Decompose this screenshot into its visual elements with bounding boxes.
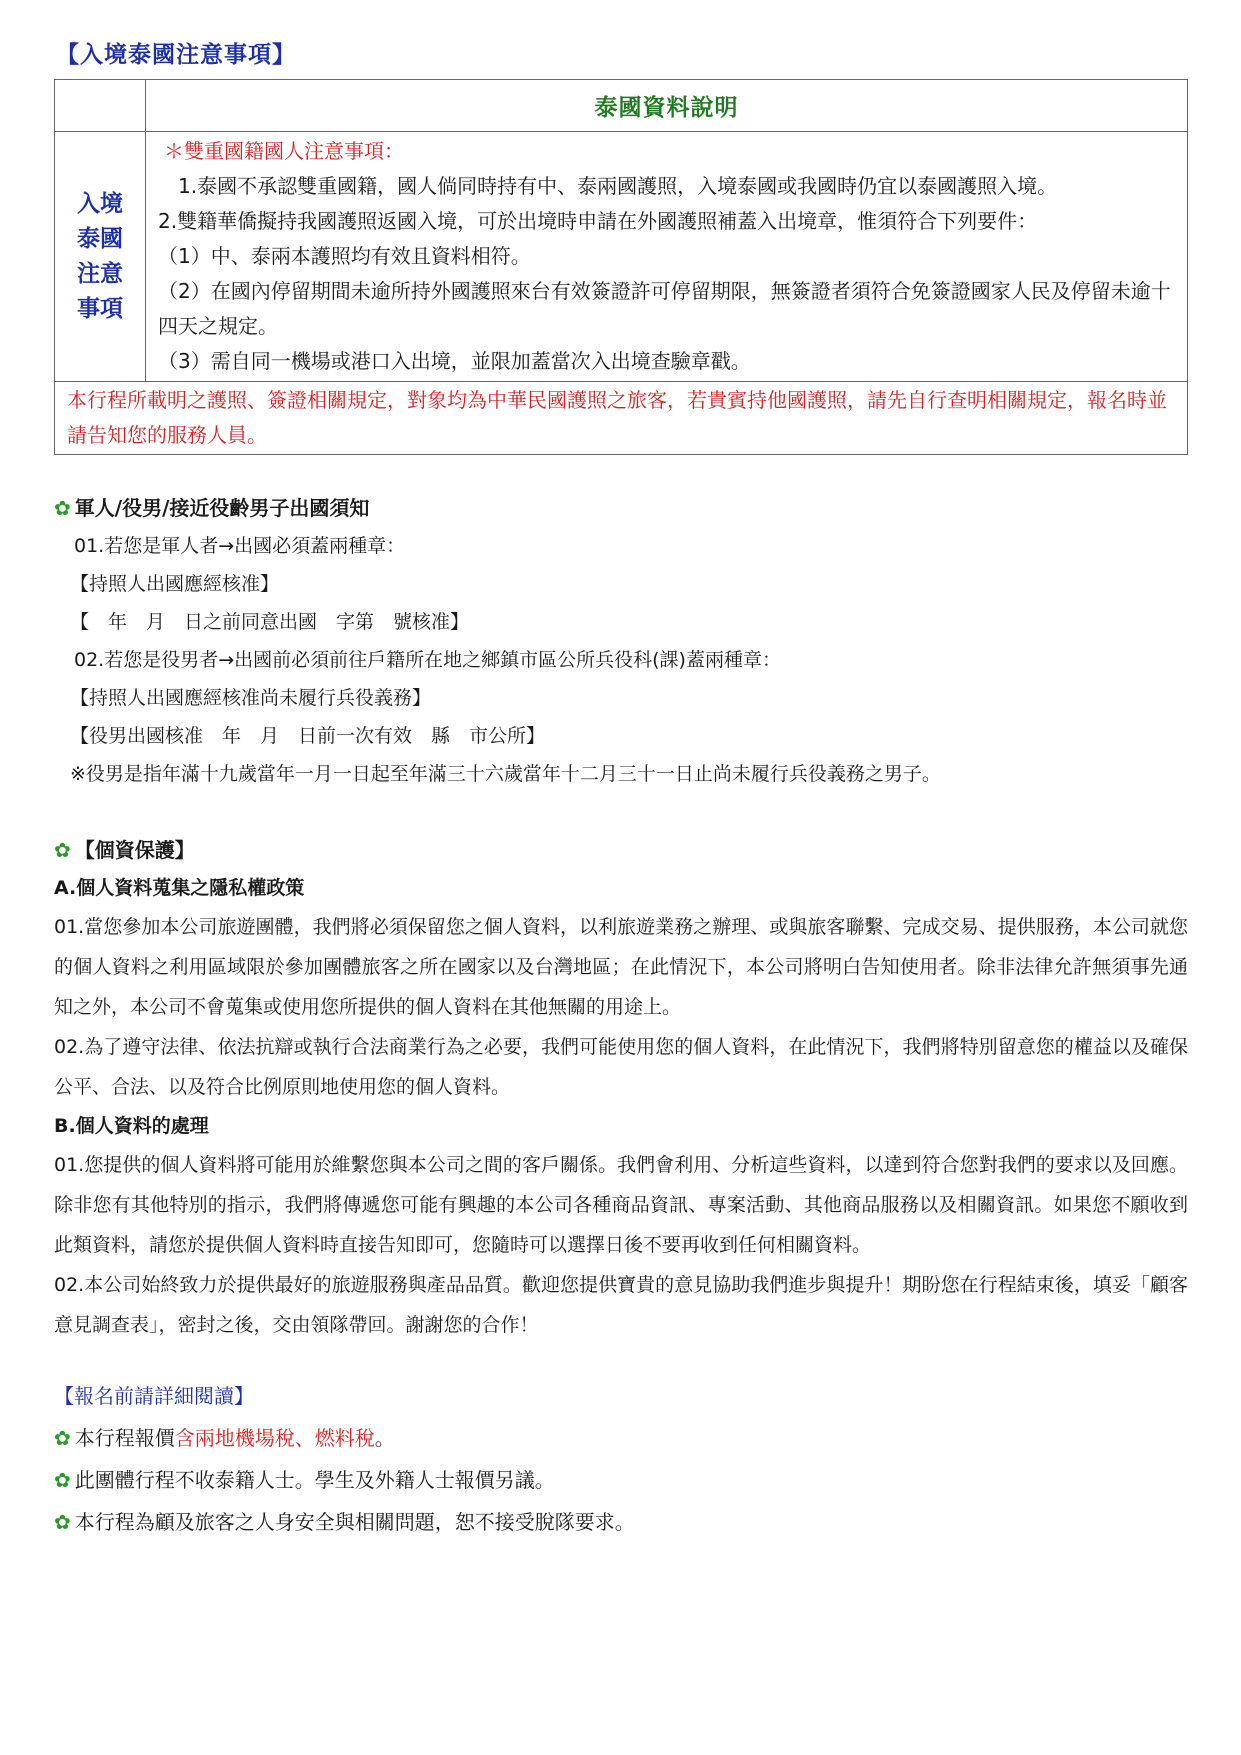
thailand-info-table [54, 79, 1188, 455]
military-heading-text: 軍人/役男/接近役齡男子出國須知 [74, 496, 370, 520]
item-text: 此團體行程不收泰籍人士。學生及外籍人士報價另議。 [74, 1468, 555, 1492]
table-content [146, 132, 1188, 382]
flower-icon: ✿ [54, 1510, 71, 1534]
flower-icon: ✿ [54, 1468, 71, 1492]
military-line: 【持照人出國應經核准】 [70, 573, 280, 595]
page-title: 【入境泰國注意事項】 [56, 42, 296, 68]
read-before-section [54, 1375, 1188, 1543]
privacy-a-heading: A.個人資料蒐集之隱私權政策 [54, 877, 305, 899]
privacy-paragraph: 01.您提供的個人資料將可能用於維繫您與本公司之間的客戶關係。我們會利用、分析這些資料，以達到符合您對我們的要求以及回應。除非您有其他特別的指示，我們將傳遞您可能有興趣的本公司各種商品資訊、專案活動、其他商品服務以及相關資訊。如果您不願收到此類資料，請您於提供個人資料時直接告知即可，您隨時可以選擇日後不要再收到任何相關資料。 [54, 1154, 1188, 1256]
privacy-paragraph: 01.當您參加本公司旅遊團體，我們將必須保留您之個人資料，以利旅遊業務之辦理、或與旅客聯繫、完成交易、提供服務，本公司就您的個人資料之利用區域限於參加團體旅客之所在國家以及台灣地區；在此情況下，本公司將明白告知使用者。除非法律允許無須事先通知之外，本公司不會蒐集或使用您所提供的個人資料在其他無關的用途上。 [54, 916, 1188, 1018]
privacy-paragraph: 02.為了遵守法律、依法抗辯或執行合法商業行為之必要，我們可能使用您的個人資料，在此情況下，我們將特別留意您的權益以及確保公平、合法、以及符合比例原則地使用您的個人資料。 [54, 1036, 1188, 1098]
read-before-item [54, 1417, 1188, 1459]
military-heading [54, 489, 1188, 527]
content-line: 1.泰國不承認雙重國籍，國人倘同時持有中、泰兩國護照，入境泰國或我國時仍宜以泰國護照入境。 [158, 174, 1058, 198]
content-line: 2.雙籍華僑擬持我國護照返國入境，可於出境時申請在外國護照補蓋入出境章，惟須符合下列要件： [158, 209, 1038, 233]
side-label-line: 事項 [77, 295, 123, 322]
side-label-line: 注意 [77, 260, 123, 287]
side-label-line: 泰國 [77, 225, 123, 252]
item-text: 本行程報價 [74, 1426, 175, 1450]
read-before-item [54, 1501, 1188, 1543]
privacy-heading [54, 831, 1188, 869]
content-line: （1）中、泰兩本護照均有效且資料相符。 [158, 244, 531, 268]
military-line: 01.若您是軍人者→出國必須蓋兩種章： [74, 535, 406, 557]
table-corner-cell [55, 80, 146, 132]
flower-icon: ✿ [54, 1426, 71, 1450]
content-line: （2）在國內停留期間未逾所持外國護照來台有效簽證許可停留期限，無簽證者須符合免簽證國家人民及停留未逾十四天之規定。 [158, 279, 1171, 338]
privacy-paragraph: 02.本公司始終致力於提供最好的旅遊服務與產品品質。歡迎您提供寶貴的意見協助我們進步與提升！期盼您在行程結束後，填妥「顧客意見調查表」，密封之後，交由領隊帶回。謝謝您的合作！ [54, 1274, 1188, 1336]
military-line: 【 年 月 日之前同意出國 字第 號核准】 [70, 611, 470, 633]
privacy-heading-text: 【個資保護】 [74, 838, 195, 862]
content-line: （3）需自同一機場或港口入出境，並限加蓋當次入出境查驗章戳。 [158, 349, 751, 373]
flower-icon: ✿ [54, 838, 71, 862]
military-line: 02.若您是役男者→出國前必須前往戶籍所在地之鄉鎮市區公所兵役科(課)蓋兩種章： [74, 649, 781, 671]
item-highlight: 含兩地機場稅、燃料稅 [174, 1426, 375, 1450]
document-page [54, 36, 1188, 1543]
item-text: 。 [374, 1426, 395, 1450]
flower-icon: ✿ [54, 496, 71, 520]
military-line: 【持照人出國應經核准尚未履行兵役義務】 [70, 687, 432, 709]
privacy-section [54, 831, 1188, 1345]
item-text: 本行程為顧及旅客之人身安全與相關問題，恕不接受脫隊要求。 [74, 1510, 635, 1534]
side-label-line: 入境 [77, 190, 123, 217]
passport-note: 本行程所載明之護照、簽證相關規定，對象均為中華民國護照之旅客，若貴賓持他國護照，請先自行查明相關規定，報名時並請告知您的服務人員。 [55, 382, 1188, 455]
privacy-b-heading: B.個人資料的處理 [54, 1115, 209, 1137]
read-before-item [54, 1459, 1188, 1501]
read-before-heading: 【報名前請詳細閱讀】 [54, 1384, 254, 1408]
military-section [54, 489, 1188, 793]
military-line: 【役男出國核准 年 月 日前一次有效 縣 市公所】 [70, 725, 546, 747]
side-label [55, 132, 146, 382]
dual-nationality-heading: ＊雙重國籍國人注意事項： [164, 139, 404, 163]
table-header: 泰國資料說明 [146, 80, 1188, 132]
military-line: ※役男是指年滿十九歲當年一月一日起至年滿三十六歲當年十二月三十一日止尚未履行兵役義務之男子。 [70, 763, 941, 785]
